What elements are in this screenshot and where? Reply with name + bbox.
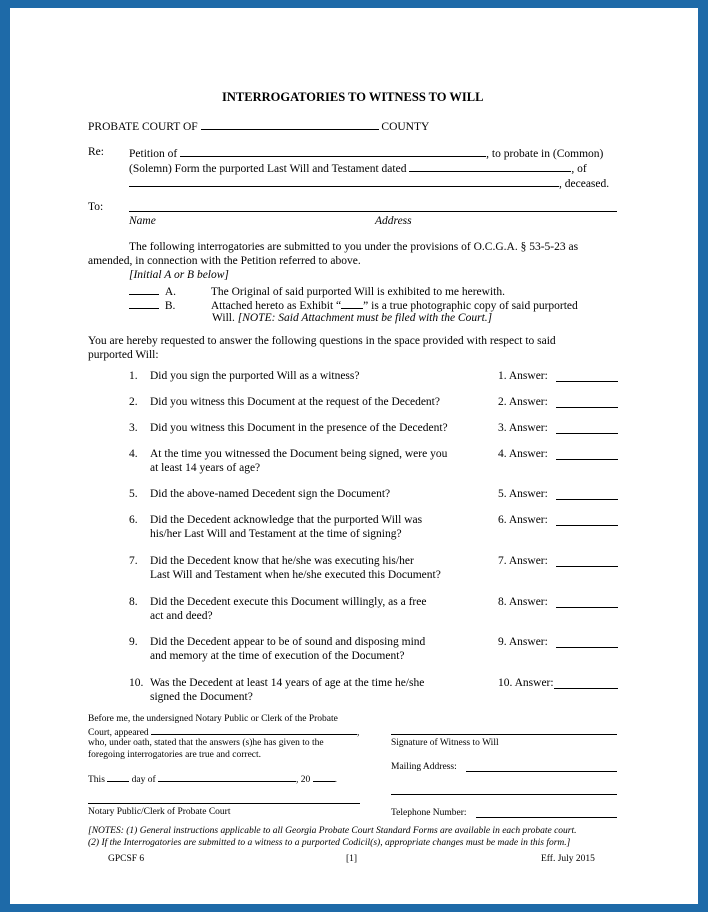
answer-field[interactable] xyxy=(556,459,618,460)
answer-label: 7. Answer: xyxy=(498,555,548,567)
county-field[interactable] xyxy=(201,118,379,130)
to-label: To: xyxy=(88,201,104,213)
notes-line-1: [NOTES: (1) General instructions applicable to all Georgia Probate Court Standard Forms are available in each probate court. xyxy=(88,826,577,836)
question-text-continued: Last Will and Testament when he/she executed this Document? xyxy=(150,569,441,581)
decedent-field[interactable] xyxy=(129,175,559,187)
mailing-address-field-1[interactable] xyxy=(466,771,617,772)
effective-date: Eff. July 2015 xyxy=(541,854,595,864)
to-address-label: Address xyxy=(375,215,412,227)
question-text-continued: signed the Document? xyxy=(150,691,253,703)
answer-field[interactable] xyxy=(556,525,618,526)
answer-field[interactable] xyxy=(556,566,618,567)
option-b: B. Attached hereto as Exhibit “ ” is a true photographic copy of said purported xyxy=(129,297,578,313)
question-text-continued: and memory at the time of execution of the Document? xyxy=(150,650,405,662)
question-text-continued: his/her Last Will and Testament at the time of signing? xyxy=(150,528,402,540)
mailing-address-field-2[interactable] xyxy=(391,794,617,795)
form-id: GPCSF 6 xyxy=(108,854,145,864)
mailing-address-label: Mailing Address: xyxy=(391,762,457,772)
answer-label: 10. Answer: xyxy=(498,677,554,689)
question-text: Did the Decedent acknowledge that the purported Will was xyxy=(150,514,423,526)
question-text-continued: at least 14 years of age? xyxy=(150,462,261,474)
question-text-continued: act and deed? xyxy=(150,610,213,622)
exhibit-field[interactable] xyxy=(341,297,363,309)
request-line-1: You are hereby requested to answer the following questions in the space provided with respect to said xyxy=(88,335,556,347)
question-text: At the time you witnessed the Document being signed, were you xyxy=(150,448,448,460)
question-text: Did you witness this Document in the presence of the Decedent? xyxy=(150,422,448,434)
answer-label: 9. Answer: xyxy=(498,636,548,648)
answer-label: 2. Answer: xyxy=(498,396,548,408)
form-page xyxy=(10,8,698,904)
month-field[interactable] xyxy=(158,772,296,782)
question-number: 8. xyxy=(129,596,138,608)
question-number: 6. xyxy=(129,514,138,526)
answer-label: 3. Answer: xyxy=(498,422,548,434)
intro-line-2: amended, in connection with the Petition referred to above. xyxy=(88,255,361,267)
request-line-2: purported Will: xyxy=(88,349,159,361)
notes-line-2: (2) If the Interrogatories are submitted to a witness to a purported Codicil(s), appropriate changes must be made in this form.] xyxy=(88,838,571,848)
question-text: Did the Decedent know that he/she was executing his/her xyxy=(150,555,414,567)
question-text: Was the Decedent at least 14 years of age at the time he/she xyxy=(150,677,425,689)
answer-field[interactable] xyxy=(556,381,618,382)
year-field[interactable] xyxy=(313,772,335,782)
answer-label: 4. Answer: xyxy=(498,448,548,460)
initial-instruction: [Initial A or B below] xyxy=(129,269,229,281)
option-b-initial-field[interactable] xyxy=(129,297,159,309)
question-number: 1. xyxy=(129,370,138,382)
question-text: Did you sign the purported Will as a witness? xyxy=(150,370,360,382)
witness-signature-label: Signature of Witness to Will xyxy=(391,738,499,748)
option-a: A. The Original of said purported Will is exhibited to me herewith. xyxy=(129,283,505,299)
notary-signature-line[interactable] xyxy=(88,803,360,804)
will-date-field[interactable] xyxy=(409,160,571,172)
intro-line-1: The following interrogatories are submitted to you under the provisions of O.C.G.A. § 53-5-23 as xyxy=(129,241,579,253)
question-number: 5. xyxy=(129,488,138,500)
petitioner-field[interactable] xyxy=(180,145,486,157)
to-field[interactable] xyxy=(129,211,617,212)
answer-label: 8. Answer: xyxy=(498,596,548,608)
telephone-label: Telephone Number: xyxy=(391,808,467,818)
answer-field[interactable] xyxy=(556,407,618,408)
notary-date-line: This day of , 20 . xyxy=(88,772,337,786)
answer-label: 6. Answer: xyxy=(498,514,548,526)
question-text: Did the above-named Decedent sign the Document? xyxy=(150,488,391,500)
question-number: 4. xyxy=(129,448,138,460)
re-line-2: (Solemn) Form the purported Last Will and Testament dated , of xyxy=(129,160,587,176)
answer-field[interactable] xyxy=(554,688,618,689)
answer-field[interactable] xyxy=(556,647,618,648)
telephone-field[interactable] xyxy=(476,817,617,818)
question-text: Did you witness this Document at the request of the Decedent? xyxy=(150,396,440,408)
notary-line-3: who, under oath, stated that the answers (s)he has given to the xyxy=(88,738,324,748)
witness-signature-line[interactable] xyxy=(391,734,617,735)
question-number: 7. xyxy=(129,555,138,567)
page-title: INTERROGATORIES TO WITNESS TO WILL xyxy=(222,90,484,104)
answer-field[interactable] xyxy=(556,433,618,434)
page-number: [1] xyxy=(346,854,358,864)
notary-line-4: foregoing interrogatories are true and correct. xyxy=(88,750,262,760)
court-line: PROBATE COURT OF COUNTY xyxy=(88,118,429,134)
answer-field[interactable] xyxy=(556,607,618,608)
notary-signature-label: Notary Public/Clerk of Probate Court xyxy=(88,807,231,817)
question-number: 9. xyxy=(129,636,138,648)
question-text: Did the Decedent execute this Document willingly, as a free xyxy=(150,596,427,608)
option-a-initial-field[interactable] xyxy=(129,283,159,295)
answer-field[interactable] xyxy=(556,499,618,500)
question-text: Did the Decedent appear to be of sound and disposing mind xyxy=(150,636,426,648)
answer-label: 5. Answer: xyxy=(498,488,548,500)
option-b-note: Will. [NOTE: Said Attachment must be filed with the Court.] xyxy=(212,312,493,324)
to-name-label: Name xyxy=(129,215,156,227)
re-label: Re: xyxy=(88,146,104,158)
answer-label: 1. Answer: xyxy=(498,370,548,382)
question-number: 2. xyxy=(129,396,138,408)
re-line-1: Petition of , to probate in (Common) xyxy=(129,145,603,161)
day-field[interactable] xyxy=(107,772,129,782)
notary-line-1: Before me, the undersigned Notary Public or Clerk of the Probate xyxy=(88,714,338,724)
re-line-3: , deceased. xyxy=(129,175,609,191)
question-number: 10. xyxy=(129,677,144,689)
appeared-name-field[interactable] xyxy=(151,725,357,735)
question-number: 3. xyxy=(129,422,138,434)
notary-line-2: Court, appeared , xyxy=(88,725,359,739)
